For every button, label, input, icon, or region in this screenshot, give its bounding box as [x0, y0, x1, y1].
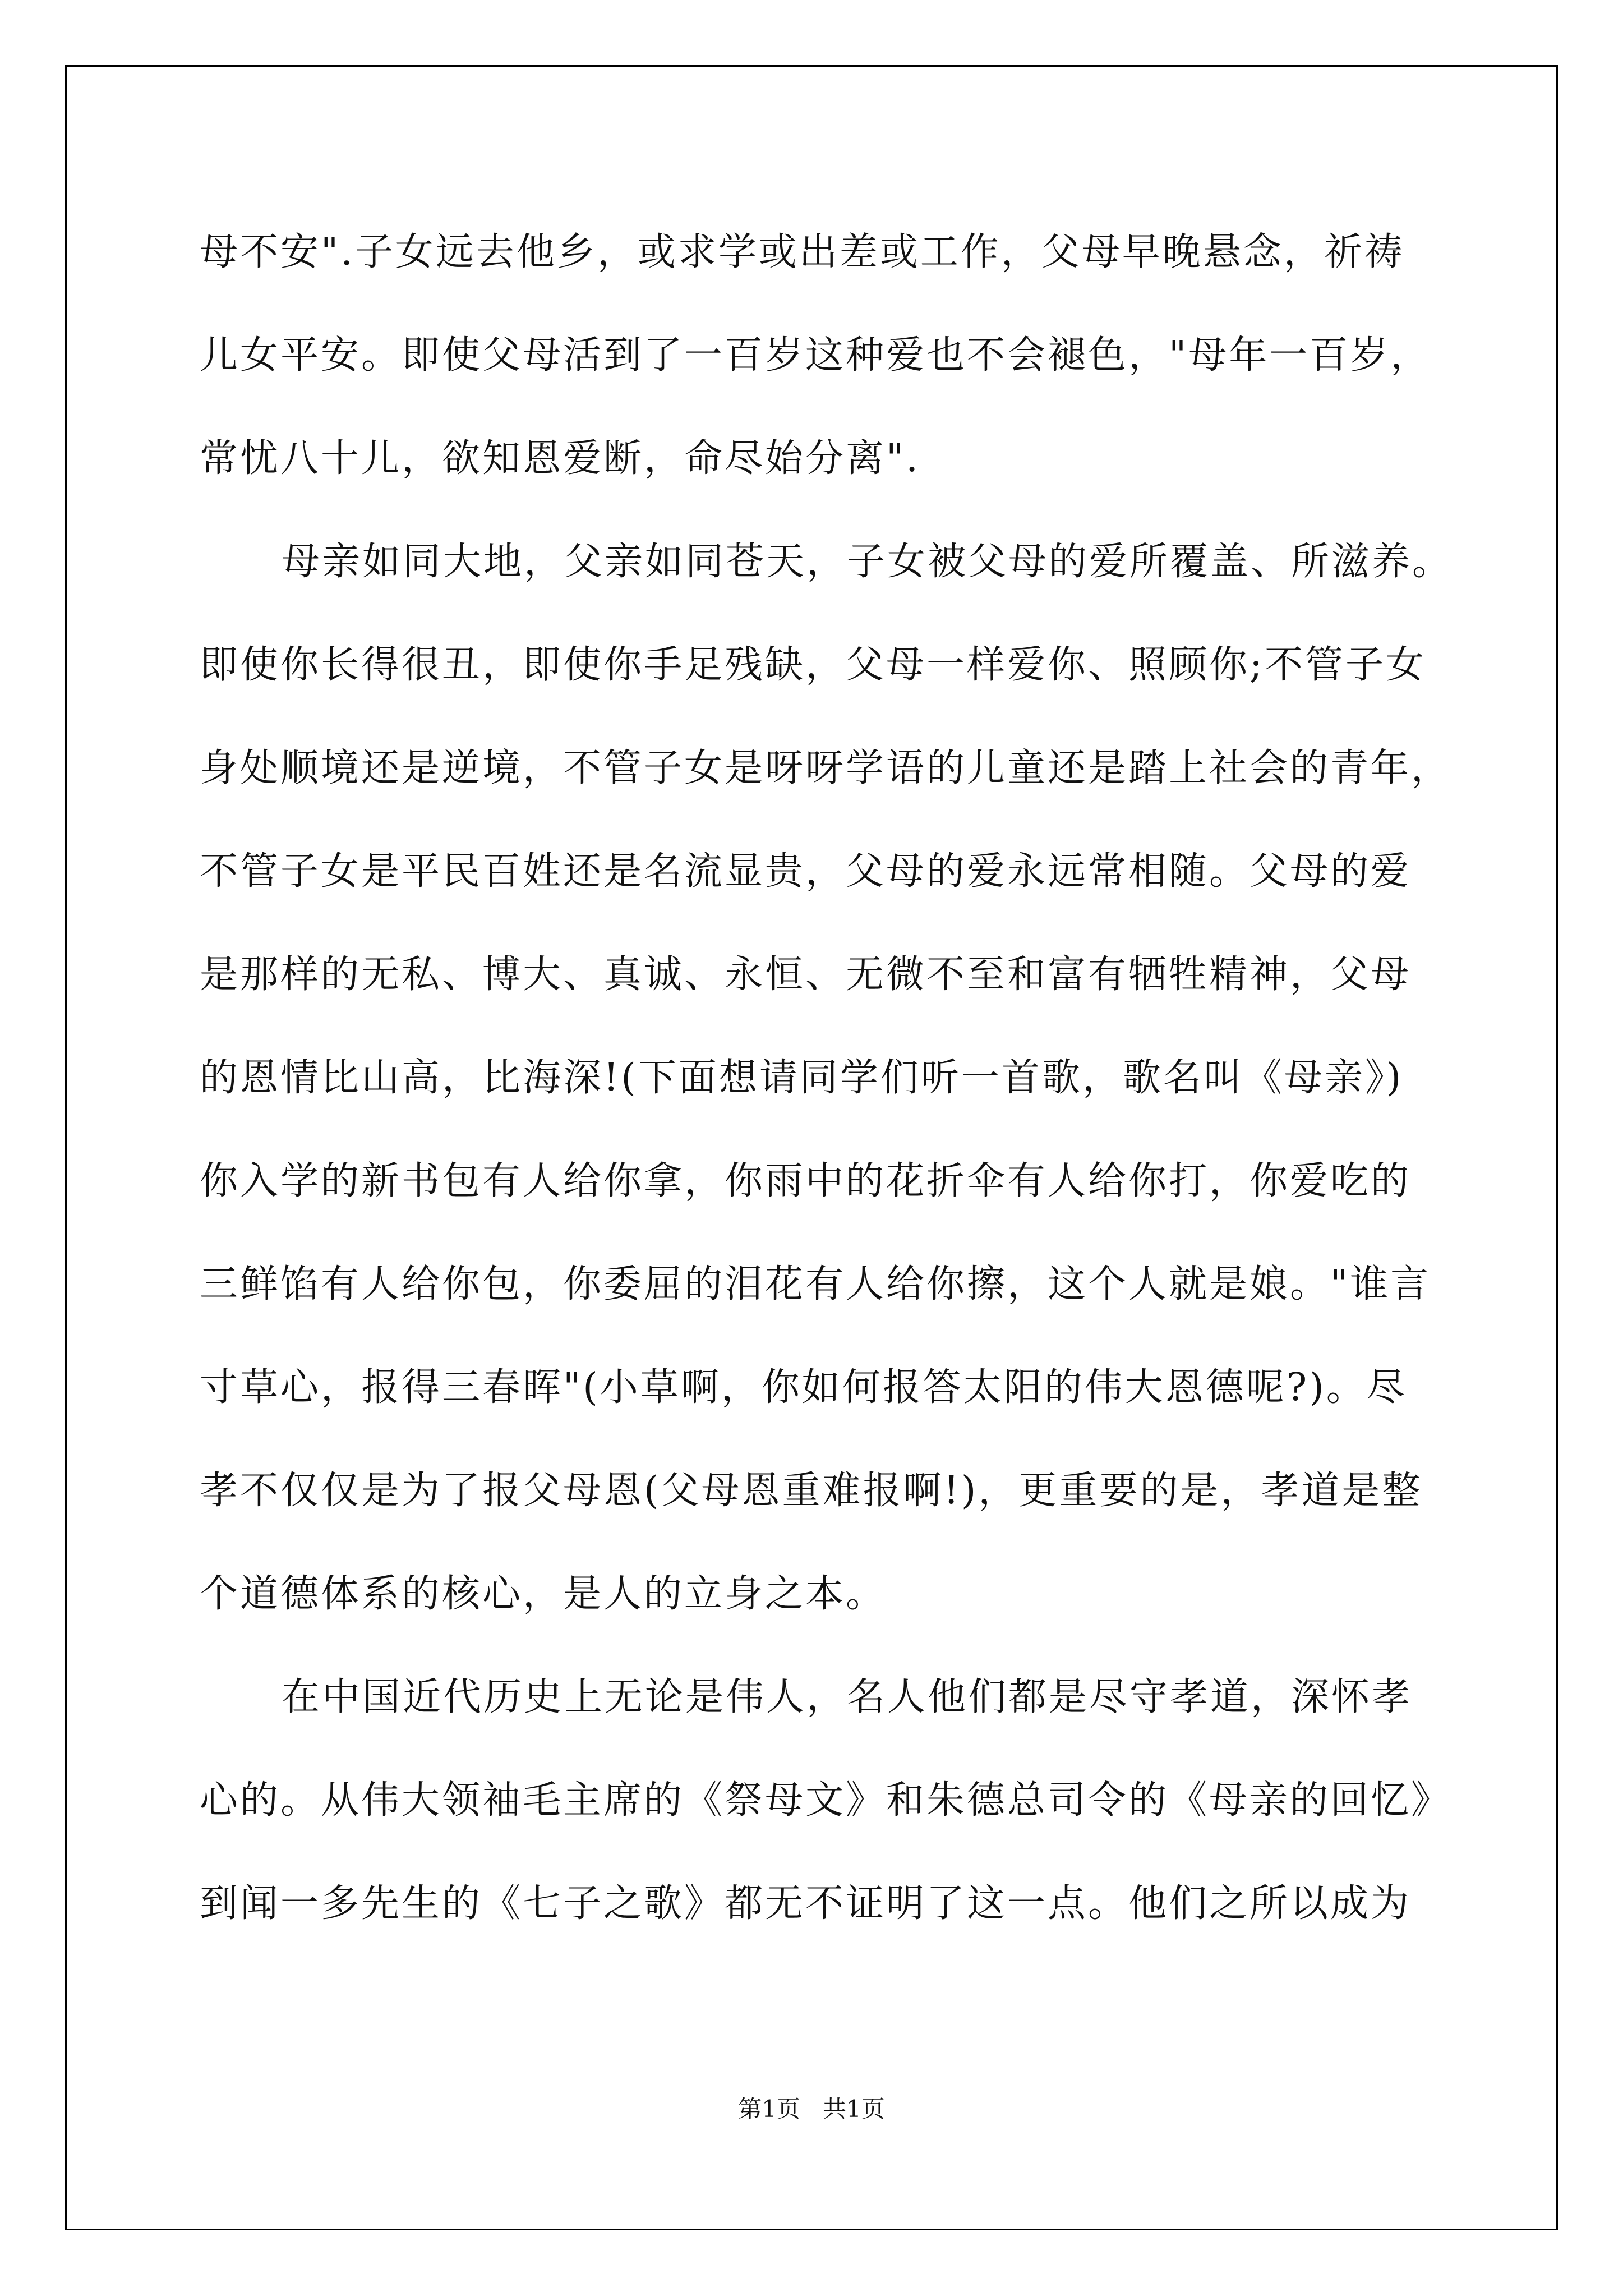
paragraph-start-line: 在中国近代历史上无论是伟人，名人他们都是尽守孝道，深怀孝 — [282, 1675, 1413, 1719]
text-line: 孝不仅仅是为了报父母恩(父母恩重难报啊!)，更重要的是，孝道是整 — [200, 1469, 1423, 1513]
text-line: 寸草心，报得三春晖"(小草啊，你如何报答太阳的伟大恩德呢?)。尽 — [200, 1365, 1407, 1410]
text-line: 的恩情比山高，比海深!(下面想请同学们听一首歌，歌名叫《母亲》) — [200, 1056, 1404, 1100]
text-line: 常忧八十儿，欲知恩爱断，命尽始分离". — [200, 436, 920, 481]
text-line: 身处顺境还是逆境，不管子女是呀呀学语的儿童还是踏上社会的青年， — [200, 746, 1452, 790]
text-line: 母不安".子女远去他乡，或求学或出差或工作，父母早晚悬念，祈祷 — [200, 230, 1405, 274]
text-line: 到闻一多先生的《七子之歌》都无不证明了这一点。他们之所以成为 — [200, 1881, 1412, 1926]
text-line: 即使你长得很丑，即使你手足残缺，父母一样爱你、照顾你;不管子女 — [200, 643, 1426, 687]
text-line: 是那样的无私、博大、真诚、永恒、无微不至和富有牺牲精神，父母 — [200, 953, 1412, 997]
text-line: 三鲜馅有人给你包，你委屈的泪花有人给你擦，这个人就是娘。"谁言 — [200, 1262, 1431, 1306]
page-footer: 第1页 共1页 — [738, 2095, 885, 2123]
paragraph-start-line: 母亲如同大地，父亲如同苍天，子女被父母的爱所覆盖、所滋养。 — [282, 540, 1453, 584]
text-line: 不管子女是平民百姓还是名流显贵，父母的爱永远常相随。父母的爱 — [200, 849, 1412, 894]
text-line: 个道德体系的核心，是人的立身之本。 — [200, 1572, 887, 1616]
text-line: 心的。从伟大领袖毛主席的《祭母文》和朱德总司令的《母亲的回忆》 — [200, 1778, 1452, 1823]
text-line: 你入学的新书包有人给你拿，你雨中的花折伞有人给你打，你爱吃的 — [200, 1159, 1412, 1203]
text-line: 儿女平安。即使父母活到了一百岁这种爱也不会褪色，"母年一百岁， — [200, 333, 1431, 378]
